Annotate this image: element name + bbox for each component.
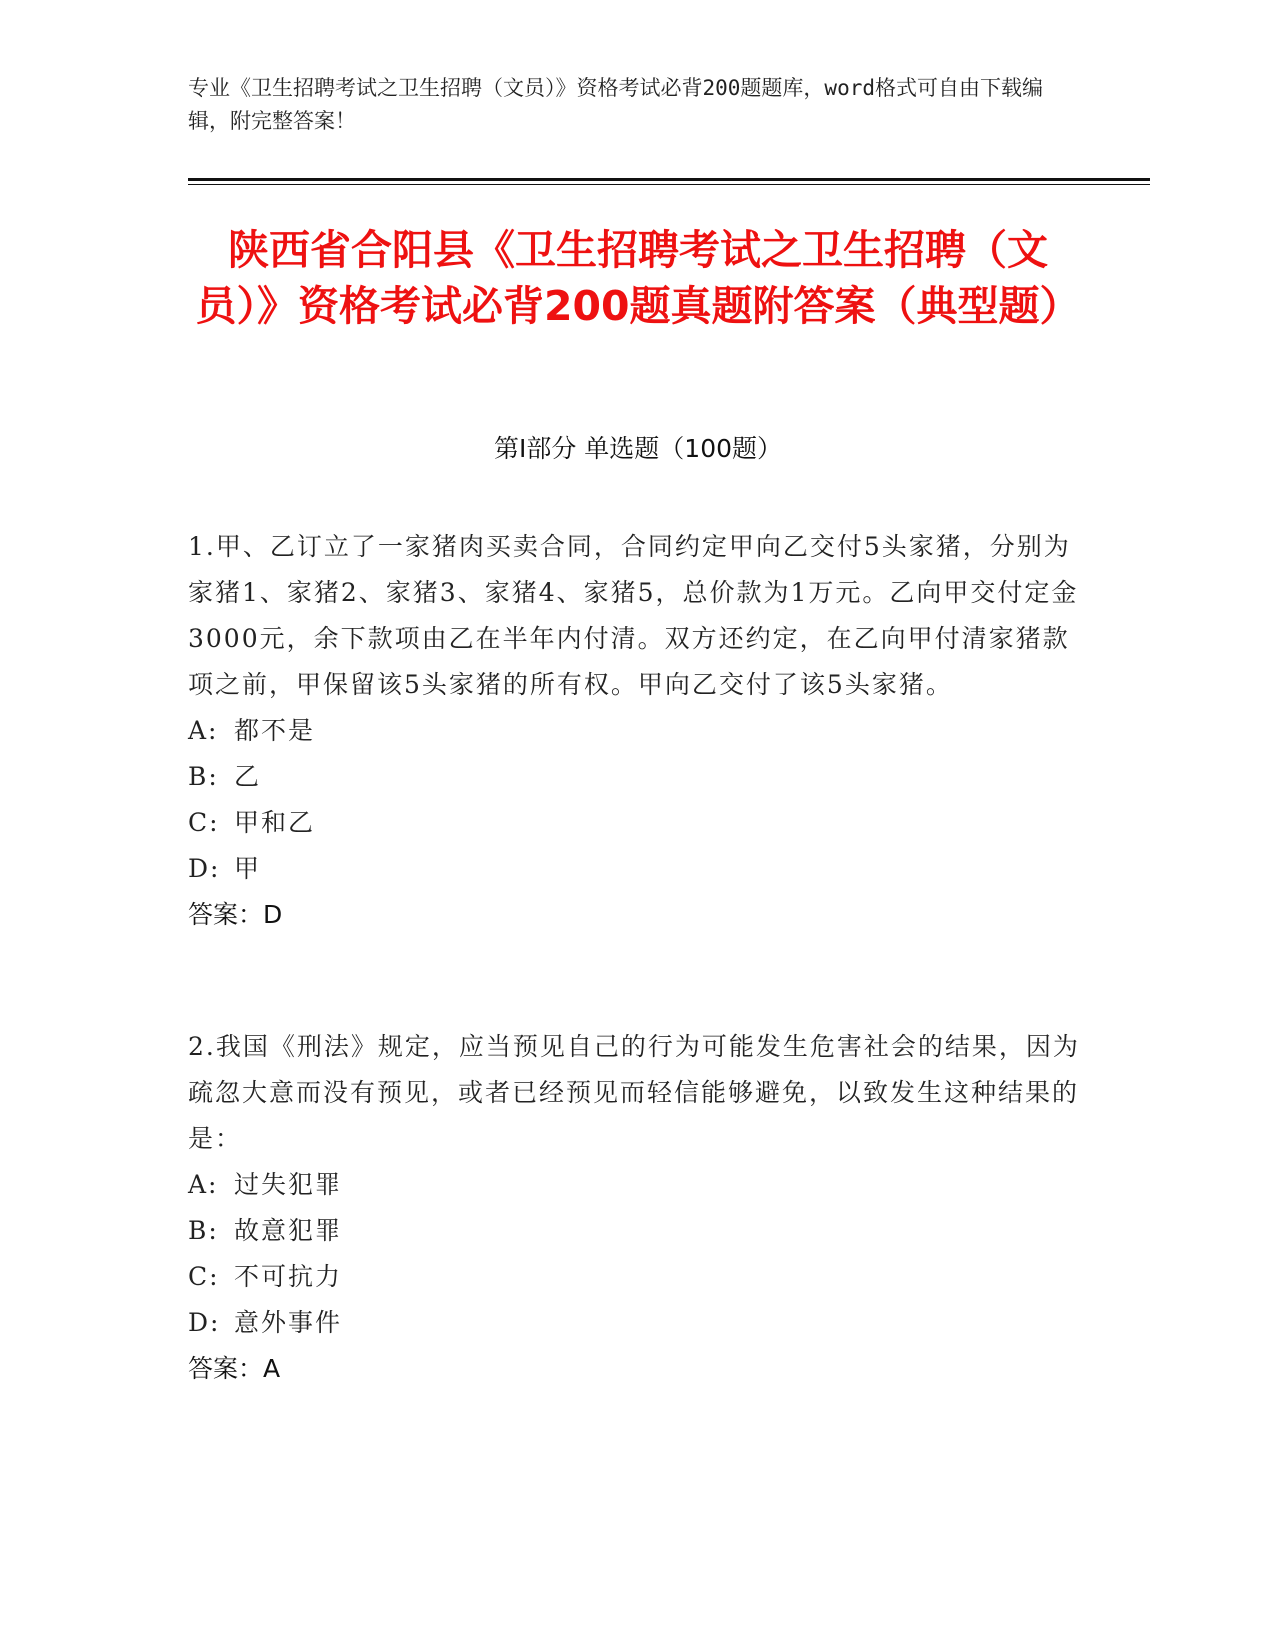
question-1 <box>188 524 1088 938</box>
option-text: 故意犯罪 <box>234 1216 343 1245</box>
option-text: 过失犯罪 <box>234 1170 343 1199</box>
option-d <box>188 846 1088 892</box>
option-key: A: <box>188 716 219 745</box>
question-2 <box>188 1024 1088 1392</box>
option-text: 都不是 <box>234 716 316 745</box>
option-text: 乙 <box>234 762 262 791</box>
option-text: 不可抗力 <box>234 1262 343 1291</box>
option-key: C: <box>188 808 220 837</box>
option-key: D: <box>188 854 221 883</box>
option-key: D: <box>188 1308 221 1337</box>
option-c <box>188 1254 1088 1300</box>
option-b <box>188 1208 1088 1254</box>
option-text: 甲和乙 <box>234 808 316 837</box>
option-a <box>188 1162 1088 1208</box>
option-key: B: <box>188 762 219 791</box>
answer: 答案：D <box>188 900 283 929</box>
option-b <box>188 754 1088 800</box>
option-a <box>188 708 1088 754</box>
section-heading: 第I部分 单选题（100题） <box>493 434 783 463</box>
question-stem: 2.我国《刑法》规定，应当预见自己的行为可能发生危害社会的结果，因为疏忽大意而没有预见，或者已经预见而轻信能够避免，以致发生这种结果的是： <box>188 1032 1080 1153</box>
header-divider-thick <box>188 178 1150 181</box>
option-d <box>188 1300 1088 1346</box>
header-divider-thin <box>188 184 1150 185</box>
option-key: C: <box>188 1262 220 1291</box>
answer: 答案：A <box>188 1354 281 1383</box>
question-stem: 1.甲、乙订立了一家猪肉买卖合同，合同约定甲向乙交付5头家猪，分别为家猪1、家猪2、家猪3、家猪4、家猪5，总价款为1万元。乙向甲交付定金3000元，余下款项由乙在半年内付清。双方还约定，在乙向甲付清家猪款项之前，甲保留该5头家猪的所有权。甲向乙交付了该5头家猪。 <box>188 532 1079 699</box>
option-text: 甲 <box>234 854 262 883</box>
option-c <box>188 800 1088 846</box>
option-text: 意外事件 <box>234 1308 343 1337</box>
header-note: 专业《卫生招聘考试之卫生招聘（文员）》资格考试必背200题题库，word格式可自由下载编辑，附完整答案！ <box>188 76 1043 133</box>
document-title: 陕西省合阳县《卫生招聘考试之卫生招聘（文员）》资格考试必背200题真题附答案（典型题） <box>195 226 1081 330</box>
option-key: A: <box>188 1170 219 1199</box>
option-key: B: <box>188 1216 219 1245</box>
